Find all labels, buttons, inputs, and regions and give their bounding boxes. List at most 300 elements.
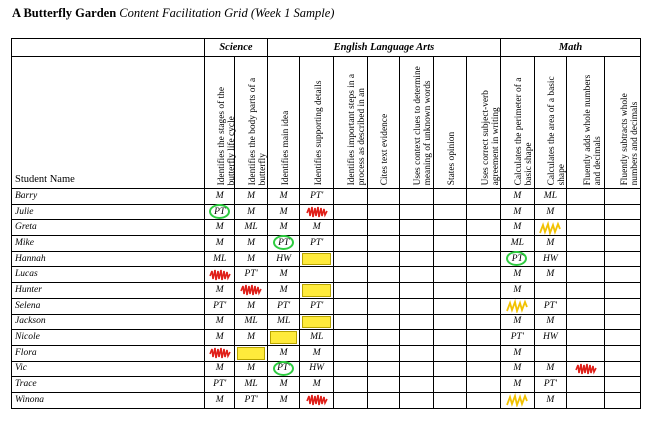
grid-cell [433,392,467,408]
cell-value: M [279,206,288,217]
grid-cell [501,220,535,236]
grid-cell [605,298,641,314]
cell-value: M [546,206,555,217]
cell-value: M [279,394,288,405]
grid-cell [367,361,400,377]
grid-cell [400,251,434,267]
student-name: Trace [12,377,205,393]
column-header [367,57,400,189]
student-name: Jackson [12,314,205,330]
grid-cell [334,251,368,267]
cell-value: PT' [310,237,324,248]
student-name: Vic [12,361,205,377]
column-header [534,57,567,189]
student-row [12,314,641,330]
blank-header-cell [12,39,205,57]
grid-cell [501,361,535,377]
yellow-highlight-box [270,331,298,344]
column-header-label: Identifies important steps in a process as described in an [347,73,368,185]
grid-cell [433,251,467,267]
cell-value: M [513,316,522,327]
cell-value: PT [511,253,523,264]
cell-value: M [279,190,288,201]
cell-value: M [215,363,224,374]
column-header [400,57,434,189]
grid-cell [205,298,235,314]
grid-cell [367,345,400,361]
grid-cell [334,377,368,393]
grid-cell [367,283,400,299]
cell-value: ML [310,332,324,343]
grid-cell [605,236,641,252]
column-header-label: Identifies the body parts of a butterfly [248,77,269,185]
red-scribble-mark [306,393,328,407]
cell-value: PT [278,237,290,248]
grid-cell [567,251,605,267]
grid-cell [367,267,400,283]
grid-body [12,189,641,409]
yellow-highlight-box [237,347,265,360]
student-row [12,392,641,408]
grid-cell [501,267,535,283]
column-header-label: Identifies supporting details [313,80,324,185]
student-name: Flora [12,345,205,361]
grid-cell [367,251,400,267]
grid-cell [467,314,501,330]
grid-cell [205,189,235,205]
cell-value: M [215,237,224,248]
grid-cell [267,392,300,408]
grid-cell [400,298,434,314]
grid-cell [605,220,641,236]
grid-cell [334,189,368,205]
column-header-label: Uses correct subject-verb agreement in writing [480,89,501,185]
grid-cell [334,298,368,314]
grid-cell [605,330,641,346]
column-header [605,57,641,189]
grid-cell [567,298,605,314]
grid-cell [367,330,400,346]
grid-cell [534,330,567,346]
red-scribble-mark [209,268,231,282]
cell-value: M [247,332,256,343]
grid-cell [334,267,368,283]
grid-cell [267,220,300,236]
grid-cell [433,330,467,346]
student-name: Hannah [12,251,205,267]
column-header [501,57,535,189]
cell-value: ML [510,237,524,248]
cell-value: M [546,394,555,405]
column-header-label: Calculates the area of a basic shape [547,75,568,185]
grid-cell [467,377,501,393]
cell-value: PT' [510,332,524,343]
cell-value: PT' [543,379,557,390]
grid-cell [467,189,501,205]
student-row [12,345,641,361]
grid-cell [534,392,567,408]
student-name: Selena [12,298,205,314]
cell-value: PT' [310,190,324,201]
student-name: Hunter [12,283,205,299]
cell-value: M [279,269,288,280]
grid-cell [300,314,334,330]
cell-value: M [546,316,555,327]
column-header [433,57,467,189]
grid-cell [300,330,334,346]
grid-cell [235,392,268,408]
student-row [12,361,641,377]
document-title [12,6,334,21]
cell-value: HW [542,332,558,343]
green-circle-mark [506,251,527,266]
yellow-scribble-mark [506,393,528,407]
grid-cell [235,330,268,346]
grid-cell [501,377,535,393]
column-header [467,57,501,189]
grid-cell [467,361,501,377]
grid-cell [267,189,300,205]
grid-cell [300,345,334,361]
cell-value: ML [244,222,258,233]
student-row [12,236,641,252]
student-name: Nicole [12,330,205,346]
grid-cell [605,377,641,393]
student-name: Barry [12,189,205,205]
cell-value: M [312,222,321,233]
cell-value: M [279,379,288,390]
grid-cell [267,283,300,299]
grid-cell [567,267,605,283]
grid-cell [567,377,605,393]
student-row [12,377,641,393]
red-scribble-mark [240,283,262,297]
grid-cell [267,330,300,346]
grid-cell [235,236,268,252]
grid-cell [235,220,268,236]
student-name: Lucas [12,267,205,283]
grid-cell [467,267,501,283]
grid-cell [605,251,641,267]
grid-cell [567,189,605,205]
grid-cell [605,204,641,220]
group-science: Science [205,39,268,57]
facilitation-grid [11,38,641,409]
grid-cell [501,189,535,205]
cell-value: M [513,347,522,358]
cell-value: HW [309,363,325,374]
group-math: Math [501,39,641,57]
grid-cell [334,204,368,220]
grid-cell [433,204,467,220]
grid-cell [605,267,641,283]
cell-value: HW [542,253,558,264]
grid-cell [400,236,434,252]
cell-value: M [279,222,288,233]
grid-cell [235,251,268,267]
grid-cell [501,236,535,252]
grid-cell [267,204,300,220]
grid-cell [235,204,268,220]
grid-cell [467,220,501,236]
cell-value: PT' [244,394,258,405]
grid-cell [300,377,334,393]
cell-value: M [279,284,288,295]
student-name-header: Student Name [12,57,205,189]
grid-cell [400,189,434,205]
grid-cell [433,314,467,330]
grid-cell [534,283,567,299]
grid-cell [433,220,467,236]
yellow-highlight-box [302,284,331,297]
group-ela: English Language Arts [267,39,500,57]
grid-cell [267,361,300,377]
grid-cell [501,251,535,267]
column-header [334,57,368,189]
grid-cell [567,283,605,299]
grid-cell [235,377,268,393]
student-row [12,204,641,220]
grid-cell [467,392,501,408]
grid-cell [567,361,605,377]
grid-cell [334,361,368,377]
cell-value: M [247,363,256,374]
cell-value: PT' [244,269,258,280]
grid-cell [433,361,467,377]
grid-cell [501,392,535,408]
grid-cell [205,377,235,393]
cell-value: M [546,363,555,374]
grid-cell [300,204,334,220]
cell-value: M [513,363,522,374]
cell-value: M [215,394,224,405]
yellow-highlight-box [302,316,331,329]
grid-cell [300,189,334,205]
cell-value: PT' [213,379,227,390]
grid-cell [567,330,605,346]
cell-value: M [247,300,256,311]
column-header [300,57,334,189]
grid-cell [367,204,400,220]
cell-value: M [513,284,522,295]
grid-cell [433,189,467,205]
grid-cell [501,314,535,330]
grid-cell [567,204,605,220]
grid-cell [534,377,567,393]
column-header-row [12,57,641,189]
cell-value: PT' [277,363,291,374]
grid-cell [567,220,605,236]
cell-value: M [215,222,224,233]
cell-value: ML [244,316,258,327]
cell-value: PT [214,206,226,217]
grid-cell [501,283,535,299]
grid-cell [205,314,235,330]
cell-value: PT' [543,300,557,311]
grid-cell [267,236,300,252]
grid-cell [605,345,641,361]
grid-cell [400,204,434,220]
grid-cell [467,330,501,346]
grid-cell [467,283,501,299]
grid-cell [334,283,368,299]
grid-cell [235,267,268,283]
grid-cell [400,267,434,283]
green-circle-mark [273,235,294,250]
grid-cell [367,392,400,408]
red-scribble-mark [306,205,328,219]
grid-cell [300,236,334,252]
red-scribble-mark [575,362,597,376]
student-name: Greta [12,220,205,236]
cell-value: M [215,190,224,201]
column-header-label: Cites text evidence [380,113,391,185]
grid-cell [400,314,434,330]
grid-cell [367,314,400,330]
cell-value: M [247,237,256,248]
grid-cell [534,220,567,236]
column-header-label: States opinion [447,131,458,185]
grid-cell [334,330,368,346]
grid-cell [334,220,368,236]
grid-cell [367,377,400,393]
student-name: Mike [12,236,205,252]
grid-cell [433,267,467,283]
grid-cell [400,392,434,408]
cell-value: M [247,253,256,264]
cell-value: M [513,206,522,217]
red-scribble-mark [209,346,231,360]
student-name: Winona [12,392,205,408]
column-header-label: Calculates the perimeter of a basic shape [514,77,535,185]
grid-cell [334,392,368,408]
cell-value: M [215,316,224,327]
grid-cell [367,236,400,252]
cell-value: PT' [310,300,324,311]
student-row [12,298,641,314]
column-header-label: Fluently subtracts whole numbers and decimals [619,92,640,185]
grid-cell [300,267,334,283]
student-row [12,283,641,299]
grid-cell [567,314,605,330]
cell-value: ML [213,253,227,264]
grid-cell [400,361,434,377]
cell-value: PT' [213,300,227,311]
student-row [12,330,641,346]
title-main: A Butterfly Garden [12,6,117,20]
grid-cell [334,314,368,330]
grid-cell [267,298,300,314]
yellow-highlight-box [302,253,331,266]
grid-cell [205,267,235,283]
grid-cell [467,298,501,314]
grid-cell [605,189,641,205]
grid-cell [534,361,567,377]
grid-cell [205,204,235,220]
grid-cell [534,251,567,267]
cell-value: PT' [277,300,291,311]
cell-value: M [215,284,224,295]
yellow-scribble-mark [539,221,561,235]
grid-cell [567,345,605,361]
grid-cell [433,345,467,361]
grid-cell [267,377,300,393]
cell-value: ML [543,190,557,201]
cell-value: ML [277,316,291,327]
grid-cell [501,330,535,346]
cell-value: M [279,347,288,358]
grid-cell [367,220,400,236]
grid-cell [235,189,268,205]
column-header [267,57,300,189]
grid-cell [534,267,567,283]
grid-cell [501,298,535,314]
grid-cell [567,392,605,408]
grid-cell [205,251,235,267]
grid-cell [501,345,535,361]
grid-cell [235,283,268,299]
green-circle-mark [273,361,294,376]
grid-cell [235,298,268,314]
grid-cell [400,330,434,346]
grid-cell [205,220,235,236]
cell-value: M [513,269,522,280]
grid-cell [400,220,434,236]
grid-cell [567,236,605,252]
grid-cell [467,204,501,220]
cell-value: HW [276,253,292,264]
cell-value: ML [244,379,258,390]
grid-cell [467,345,501,361]
grid-cell [267,251,300,267]
grid-cell [534,314,567,330]
yellow-scribble-mark [506,299,528,313]
grid-cell [605,283,641,299]
grid-cell [467,251,501,267]
grid-cell [267,345,300,361]
grid-cell [334,236,368,252]
cell-value: M [312,347,321,358]
grid-cell [534,298,567,314]
grid-cell [300,361,334,377]
group-header-row [12,39,641,57]
student-name: Julie [12,204,205,220]
column-header-label: Identifies the stages of the butterfly life cycle [216,86,237,185]
grid-cell [205,283,235,299]
grid-cell [605,361,641,377]
grid-cell [400,345,434,361]
grid-cell [534,345,567,361]
student-row [12,267,641,283]
grid-cell [205,236,235,252]
grid-cell [605,392,641,408]
student-row [12,189,641,205]
column-header [235,57,268,189]
column-header-label: Identifies main idea [280,110,291,185]
column-header [205,57,235,189]
grid-cell [235,361,268,377]
student-row [12,220,641,236]
cell-value: M [513,379,522,390]
cell-value: M [546,237,555,248]
grid-cell [235,345,268,361]
grid-cell [467,236,501,252]
green-circle-mark [209,204,230,219]
cell-value: M [247,190,256,201]
grid-cell [205,392,235,408]
title-sub: Content Facilitation Grid (Week 1 Sample) [119,6,335,20]
grid-cell [534,204,567,220]
